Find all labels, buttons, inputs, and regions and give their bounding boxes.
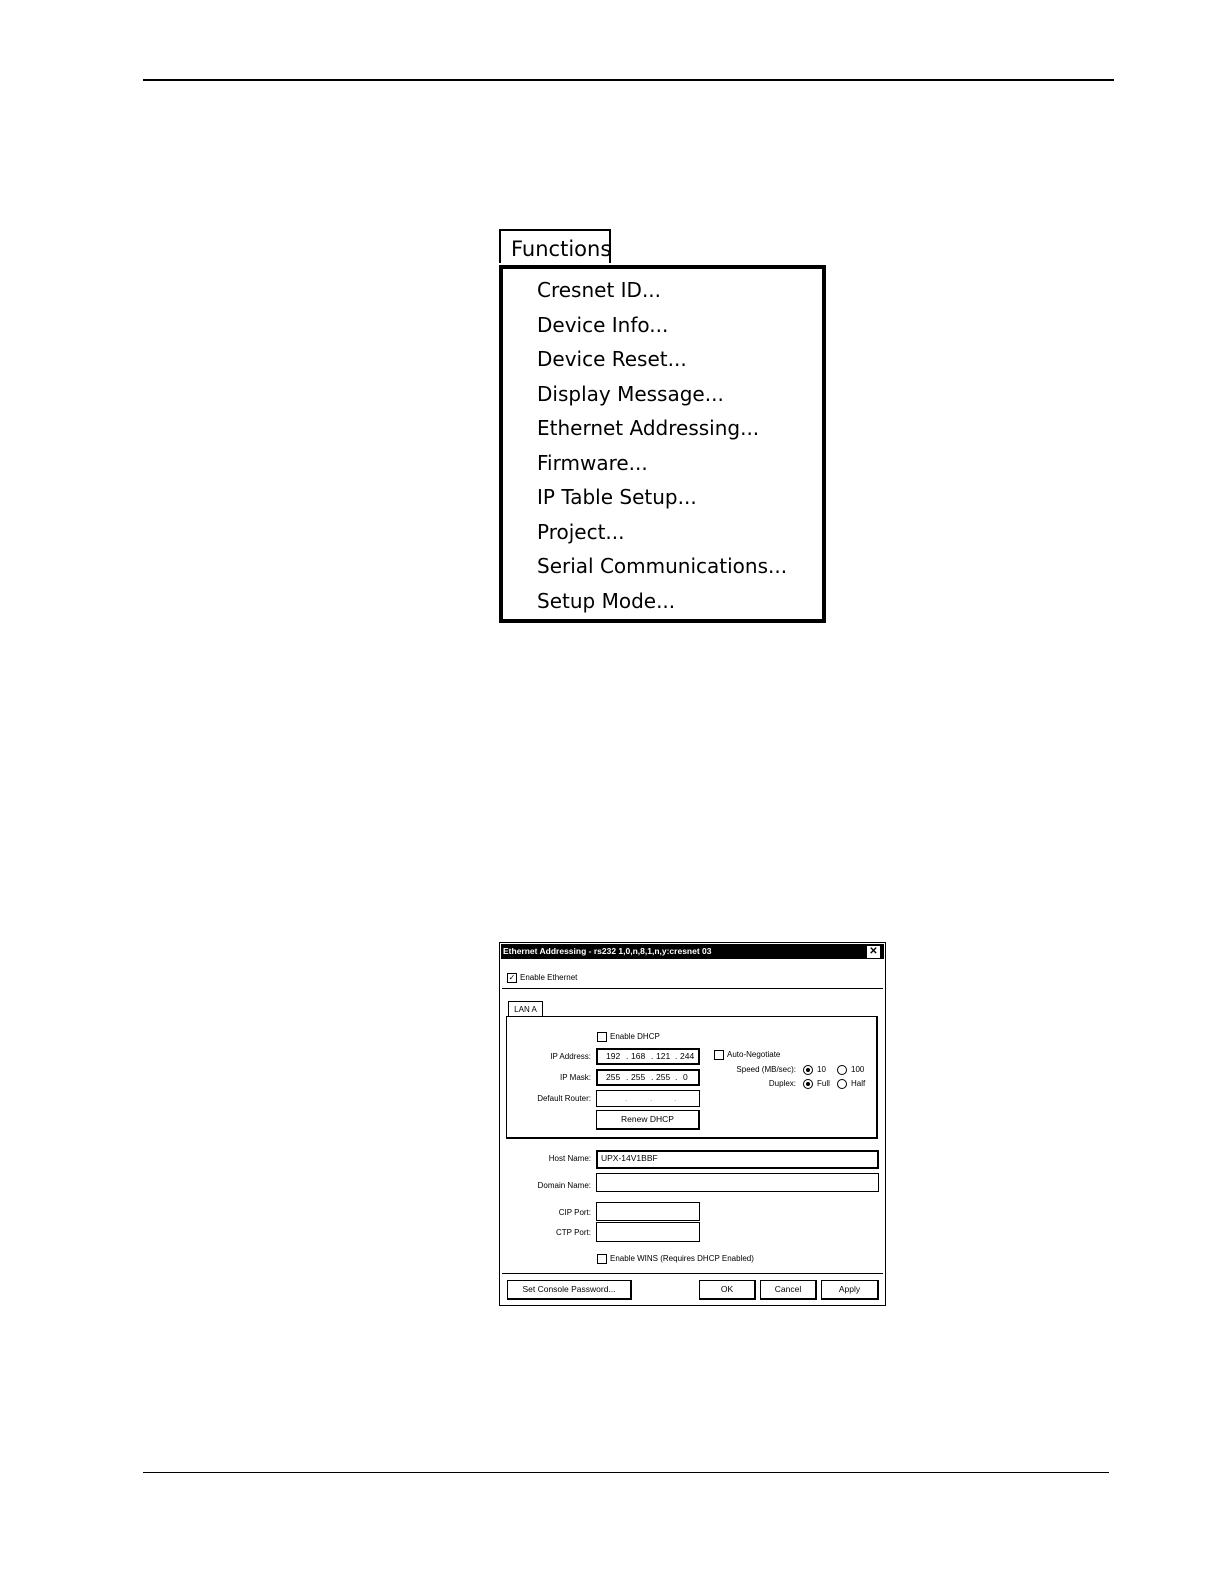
duplex-full-radio[interactable] xyxy=(803,1079,813,1089)
ip-mask-field[interactable]: 255 . 255 . 255 . 0 xyxy=(596,1069,700,1086)
menu-item-device-reset[interactable]: Device Reset... xyxy=(537,347,687,371)
dialog-title: Ethernet Addressing - rs232 1,0,n,8,1,n,y:cresnet 03 xyxy=(503,946,712,956)
apply-button[interactable]: Apply xyxy=(821,1280,879,1300)
renew-dhcp-button[interactable]: Renew DHCP xyxy=(596,1110,700,1130)
default-router-field[interactable]: . . . xyxy=(596,1090,700,1107)
ip-address-octet-2: 168 xyxy=(631,1051,646,1061)
ok-button[interactable]: OK xyxy=(699,1280,756,1300)
ip-mask-octet-1: 255 xyxy=(606,1072,621,1082)
ethernet-addressing-dialog xyxy=(499,942,886,1306)
enable-wins-label: Enable WINS (Requires DHCP Enabled) xyxy=(610,1254,754,1263)
close-icon[interactable]: ✕ xyxy=(867,946,880,958)
menu-item-firmware[interactable]: Firmware... xyxy=(537,451,648,475)
speed-label: Speed (MB/sec): xyxy=(736,1065,796,1074)
functions-menu xyxy=(499,265,826,623)
ip-mask-octet-3: 255 xyxy=(656,1072,671,1082)
top-rule xyxy=(143,79,1114,81)
menu-item-device-info[interactable]: Device Info... xyxy=(537,313,669,337)
ip-address-octet-3: 121 xyxy=(656,1051,671,1061)
ip-address-octet-1: 192 xyxy=(606,1051,621,1061)
enable-dhcp-label: Enable DHCP xyxy=(610,1032,660,1041)
duplex-label: Duplex: xyxy=(768,1079,796,1088)
speed-100-label: 100 xyxy=(851,1065,865,1074)
duplex-full-label: Full xyxy=(817,1079,830,1088)
menu-item-setup-mode[interactable]: Setup Mode... xyxy=(537,589,676,613)
speed-10-radio[interactable] xyxy=(803,1065,813,1075)
ctp-port-label: CTP Port: xyxy=(556,1228,591,1237)
enable-ethernet-label: Enable Ethernet xyxy=(520,973,578,982)
set-console-password-button[interactable]: Set Console Password... xyxy=(507,1280,632,1300)
enable-wins-checkbox[interactable] xyxy=(597,1254,607,1264)
functions-menu-title[interactable]: Functions xyxy=(499,229,611,263)
ip-mask-octet-4: 0 xyxy=(683,1072,688,1082)
menu-item-serial-communications[interactable]: Serial Communications... xyxy=(537,554,788,578)
speed-100-radio[interactable] xyxy=(837,1065,847,1075)
ctp-port-field[interactable] xyxy=(596,1222,700,1242)
cip-port-label: CIP Port: xyxy=(558,1208,591,1217)
speed-10-label: 10 xyxy=(817,1065,826,1074)
duplex-half-radio[interactable] xyxy=(837,1079,847,1089)
dialog-titlebar xyxy=(501,944,884,959)
duplex-half-label: Half xyxy=(851,1079,866,1088)
domain-name-field[interactable] xyxy=(596,1173,879,1192)
menu-item-cresnet-id[interactable]: Cresnet ID... xyxy=(537,278,662,302)
ip-address-field[interactable]: 192 . 168 . 121 . 244 xyxy=(596,1048,700,1065)
cancel-button[interactable]: Cancel xyxy=(760,1280,817,1300)
ip-mask-label: IP Mask: xyxy=(560,1073,591,1082)
menu-item-ip-table-setup[interactable]: IP Table Setup... xyxy=(537,485,697,509)
auto-negotiate-checkbox[interactable] xyxy=(714,1050,724,1060)
ip-address-octet-4: 244 xyxy=(680,1051,695,1061)
separator xyxy=(502,1273,883,1274)
cip-port-field[interactable] xyxy=(596,1202,700,1221)
enable-ethernet-checkbox[interactable]: ✓ xyxy=(508,973,516,982)
host-name-field[interactable]: UPX-14V1BBF xyxy=(596,1150,879,1169)
menu-item-display-message[interactable]: Display Message... xyxy=(537,382,724,406)
bottom-rule xyxy=(143,1472,1109,1473)
ip-address-label: IP Address: xyxy=(550,1052,591,1061)
enable-dhcp-checkbox[interactable] xyxy=(597,1032,607,1042)
host-name-label: Host Name: xyxy=(548,1154,591,1163)
ip-mask-octet-2: 255 xyxy=(631,1072,646,1082)
default-router-label: Default Router: xyxy=(537,1094,591,1103)
menu-item-ethernet-addressing[interactable]: Ethernet Addressing... xyxy=(537,416,760,440)
auto-negotiate-label: Auto-Negotiate xyxy=(727,1050,781,1059)
tab-lan-a[interactable]: LAN A xyxy=(508,1001,543,1017)
menu-item-project[interactable]: Project... xyxy=(537,520,625,544)
separator xyxy=(502,988,883,989)
domain-name-label: Domain Name: xyxy=(537,1181,591,1190)
